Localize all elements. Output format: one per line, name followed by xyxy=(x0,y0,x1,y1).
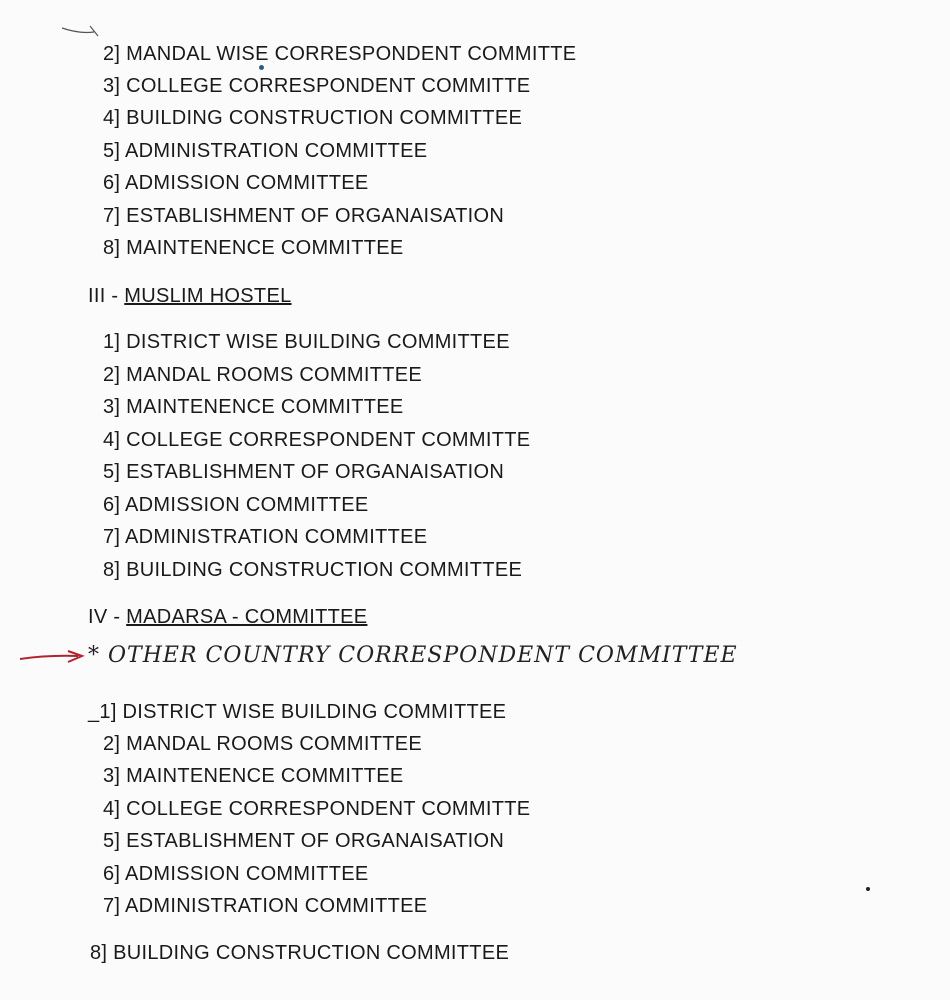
list-item: 6] ADMISSION COMMITTEE xyxy=(103,172,369,194)
list-item: 8] MAINTENENCE COMMITTEE xyxy=(103,237,404,259)
list-item: 4] COLLEGE CORRESPONDENT COMMITTE xyxy=(103,429,531,451)
section-numeral: IV - xyxy=(88,606,127,628)
list-item: 6] ADMISSION COMMITTEE xyxy=(103,494,369,516)
section-numeral: III - xyxy=(88,285,125,307)
list-item: 5] ESTABLISHMENT OF ORGANAISATION xyxy=(103,461,505,483)
list-item: 5] ESTABLISHMENT OF ORGANAISATION xyxy=(103,830,505,852)
list-item: 5] ADMINISTRATION COMMITTEE xyxy=(103,140,428,162)
list-item: 3] MAINTENENCE COMMITTEE xyxy=(103,396,404,418)
list-item: 7] ADMINISTRATION COMMITTEE xyxy=(103,526,428,548)
ink-dot xyxy=(866,887,870,891)
section-title: MUSLIM HOSTEL xyxy=(124,285,292,307)
list-item: 4] COLLEGE CORRESPONDENT COMMITTE xyxy=(103,798,531,820)
list-item: 3] MAINTENENCE COMMITTEE xyxy=(103,765,404,787)
pen-tick-mark xyxy=(60,18,120,40)
list-item: 8] BUILDING CONSTRUCTION COMMITTEE xyxy=(90,942,510,964)
list-item: _1] DISTRICT WISE BUILDING COMMITTEE xyxy=(88,701,507,723)
list-item: 3] COLLEGE CORRESPONDENT COMMITTE xyxy=(103,75,531,97)
section-heading xyxy=(88,605,367,629)
list-item: 6] ADMISSION COMMITTEE xyxy=(103,863,369,885)
section-heading xyxy=(88,284,292,308)
list-item: 4] BUILDING CONSTRUCTION COMMITTEE xyxy=(103,107,523,129)
list-item: 7] ADMINISTRATION COMMITTEE xyxy=(103,895,428,917)
list-item: 8] BUILDING CONSTRUCTION COMMITTEE xyxy=(103,559,523,581)
section-title: MADARSA - COMMITTEE xyxy=(126,606,368,628)
ink-dot xyxy=(259,65,264,70)
list-item: 7] ESTABLISHMENT OF ORGANAISATION xyxy=(103,205,505,227)
list-item: 1] DISTRICT WISE BUILDING COMMITTEE xyxy=(103,331,510,353)
handwritten-note: * OTHER COUNTRY CORRESPONDENT COMMITTEE xyxy=(88,643,738,668)
list-item: 2] MANDAL WISE CORRESPONDENT COMMITTE xyxy=(103,43,577,65)
list-item: 2] MANDAL ROOMS COMMITTEE xyxy=(103,364,423,386)
red-arrow-icon xyxy=(18,650,88,664)
list-item: 2] MANDAL ROOMS COMMITTEE xyxy=(103,733,423,755)
